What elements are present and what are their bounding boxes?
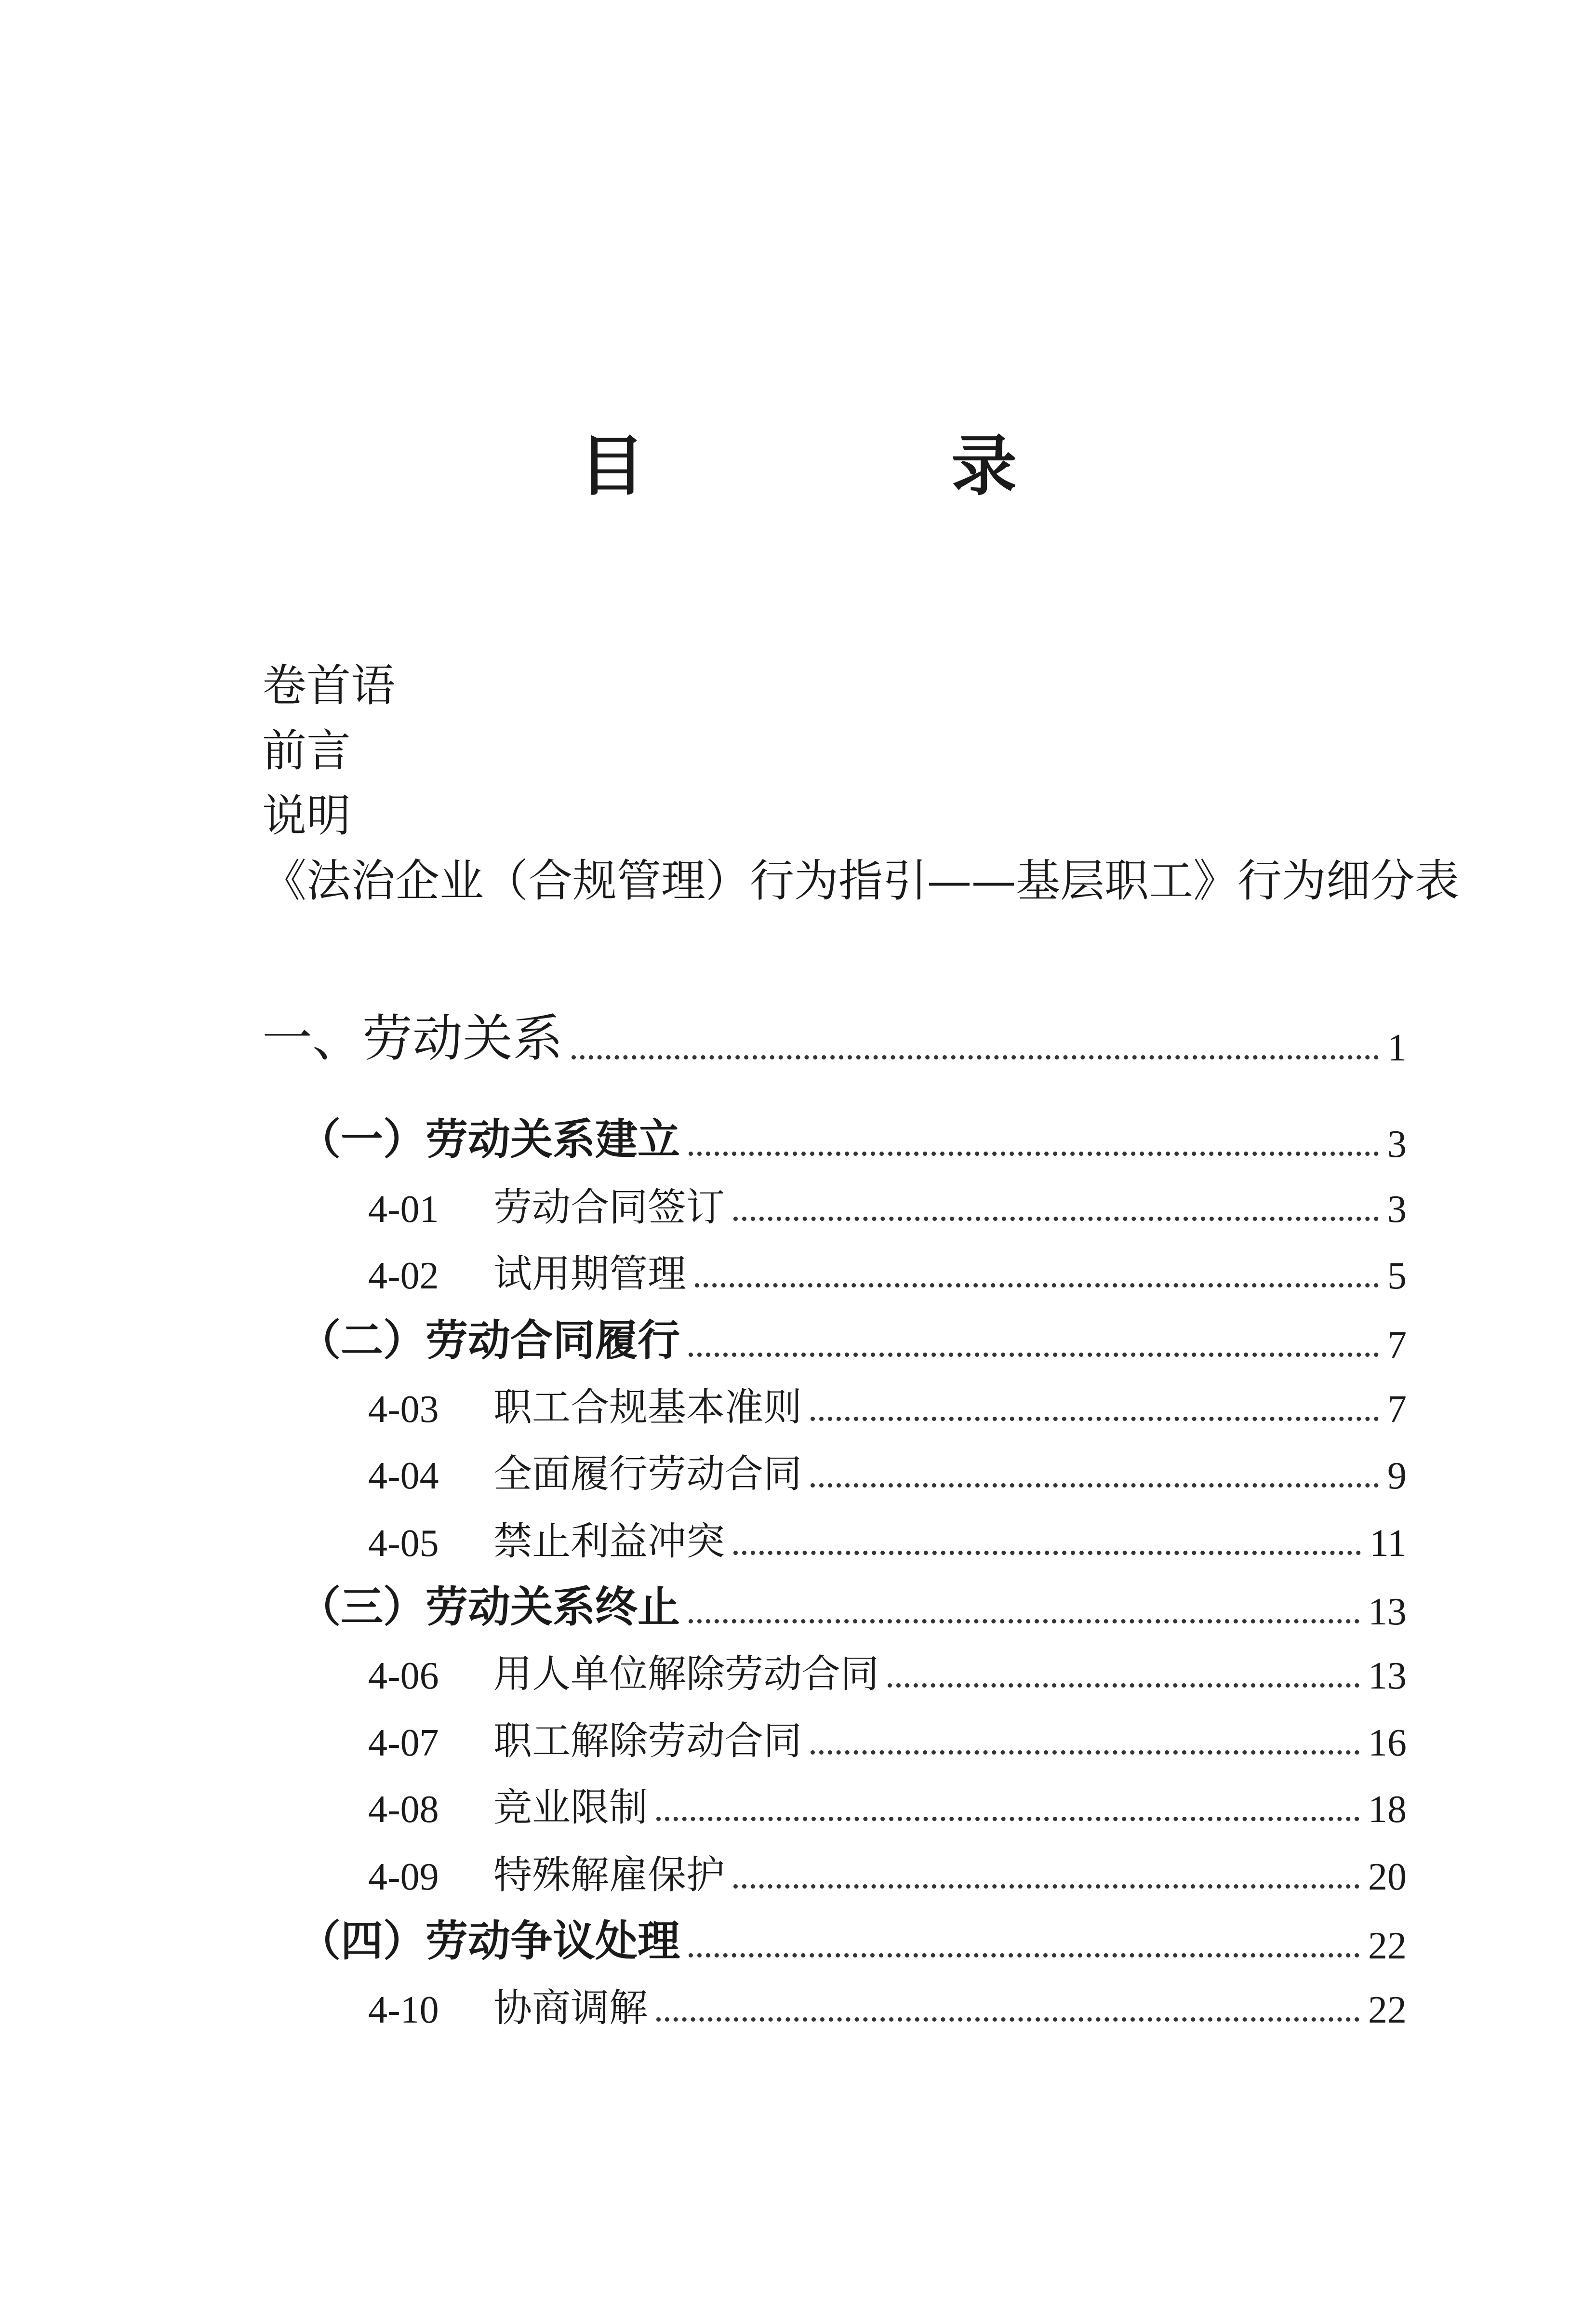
toc-item-code: 4-07 — [368, 1722, 439, 1764]
toc-section-label: （一）劳动关系建立 — [298, 1114, 680, 1164]
page-number: 20 — [1368, 1856, 1407, 1898]
page-number: 13 — [1368, 1655, 1407, 1697]
toc-section[interactable] — [262, 1111, 1407, 1166]
toc-item-text: 禁止利益冲突 — [493, 1519, 725, 1564]
page-number: 13 — [1368, 1591, 1407, 1633]
toc-item[interactable] — [262, 1712, 1407, 1765]
toc-item[interactable] — [262, 1779, 1407, 1832]
toc-item-text: 竞业限制 — [493, 1785, 648, 1830]
toc-item-code: 4-10 — [368, 1989, 439, 2031]
toc-section[interactable] — [262, 1579, 1407, 1634]
page-number: 16 — [1368, 1722, 1407, 1764]
page-number: 18 — [1368, 1788, 1407, 1831]
toc-item[interactable] — [262, 1513, 1407, 1566]
toc-item-code: 4-09 — [368, 1856, 439, 1898]
toc-chapter-label: 一、劳动关系 — [262, 1009, 563, 1068]
toc-item[interactable] — [262, 1379, 1407, 1432]
front-item-notes[interactable]: 说明 — [262, 790, 351, 842]
dot-leader — [689, 1152, 1379, 1156]
toc-section-label: （四）劳动争议处理 — [298, 1916, 680, 1966]
dot-leader — [733, 1217, 1379, 1221]
dot-leader — [695, 1283, 1379, 1287]
page-number: 5 — [1387, 1255, 1407, 1297]
toc-item[interactable] — [262, 1979, 1407, 2032]
toc-chapter[interactable] — [262, 1007, 1407, 1070]
page-number: 1 — [1387, 1027, 1407, 1069]
page-number: 11 — [1369, 1522, 1407, 1565]
toc-item-code: 4-01 — [368, 1188, 439, 1231]
page-title: 目 录 — [579, 429, 1137, 505]
front-item-behavior-table[interactable]: 《法治企业（合规管理）行为指引——基层职工》行为细分表 — [262, 855, 1460, 907]
toc-section[interactable] — [262, 1312, 1407, 1368]
toc-item-text: 职工解除劳动合同 — [493, 1718, 802, 1763]
toc-section-label: （三）劳动关系终止 — [298, 1582, 680, 1632]
dot-leader — [888, 1683, 1359, 1688]
toc-item[interactable] — [262, 1445, 1407, 1498]
toc-item-text: 职工合规基本准则 — [493, 1385, 802, 1430]
toc-item-code: 4-02 — [368, 1255, 439, 1297]
dot-leader — [811, 1483, 1379, 1488]
dot-leader — [656, 1817, 1359, 1821]
page-number: 7 — [1387, 1388, 1407, 1431]
page-number: 3 — [1387, 1123, 1407, 1166]
dot-leader — [689, 1619, 1359, 1623]
toc-item-code: 4-05 — [368, 1522, 439, 1565]
toc-item-text: 协商调解 — [493, 1985, 648, 2030]
page-number: 22 — [1368, 1989, 1407, 2031]
toc-item[interactable] — [262, 1179, 1407, 1232]
dot-leader — [733, 1551, 1361, 1555]
page-number: 9 — [1387, 1455, 1407, 1497]
toc-item-code: 4-04 — [368, 1455, 439, 1497]
page-number: 3 — [1387, 1188, 1407, 1231]
page-number: 22 — [1368, 1925, 1407, 1967]
dot-leader — [689, 1953, 1359, 1957]
toc-item[interactable] — [262, 1245, 1407, 1298]
toc-item-text: 试用期管理 — [493, 1251, 686, 1296]
toc-item-text: 用人单位解除劳动合同 — [493, 1651, 879, 1696]
front-item-foreword[interactable]: 前言 — [262, 725, 351, 777]
toc-item-code: 4-03 — [368, 1388, 439, 1431]
toc-item-code: 4-08 — [368, 1788, 439, 1831]
front-matter — [262, 653, 1459, 913]
toc-section[interactable] — [262, 1913, 1407, 1968]
toc-item-code: 4-06 — [368, 1655, 439, 1697]
dot-leader — [656, 2017, 1359, 2022]
dot-leader — [572, 1055, 1379, 1059]
front-item-preface-verse[interactable]: 卷首语 — [262, 660, 396, 711]
toc-item[interactable] — [262, 1645, 1407, 1698]
dot-leader — [811, 1417, 1379, 1421]
dot-leader — [811, 1750, 1359, 1755]
dot-leader — [689, 1353, 1379, 1357]
toc-item-text: 全面履行劳动合同 — [493, 1451, 802, 1496]
page-number: 7 — [1387, 1324, 1407, 1367]
toc-item[interactable] — [262, 1846, 1407, 1899]
toc-section-label: （二）劳动合同履行 — [298, 1315, 680, 1365]
toc-item-text: 特殊解雇保护 — [493, 1852, 725, 1897]
dot-leader — [733, 1884, 1359, 1889]
toc-item-text: 劳动合同签订 — [493, 1185, 725, 1230]
